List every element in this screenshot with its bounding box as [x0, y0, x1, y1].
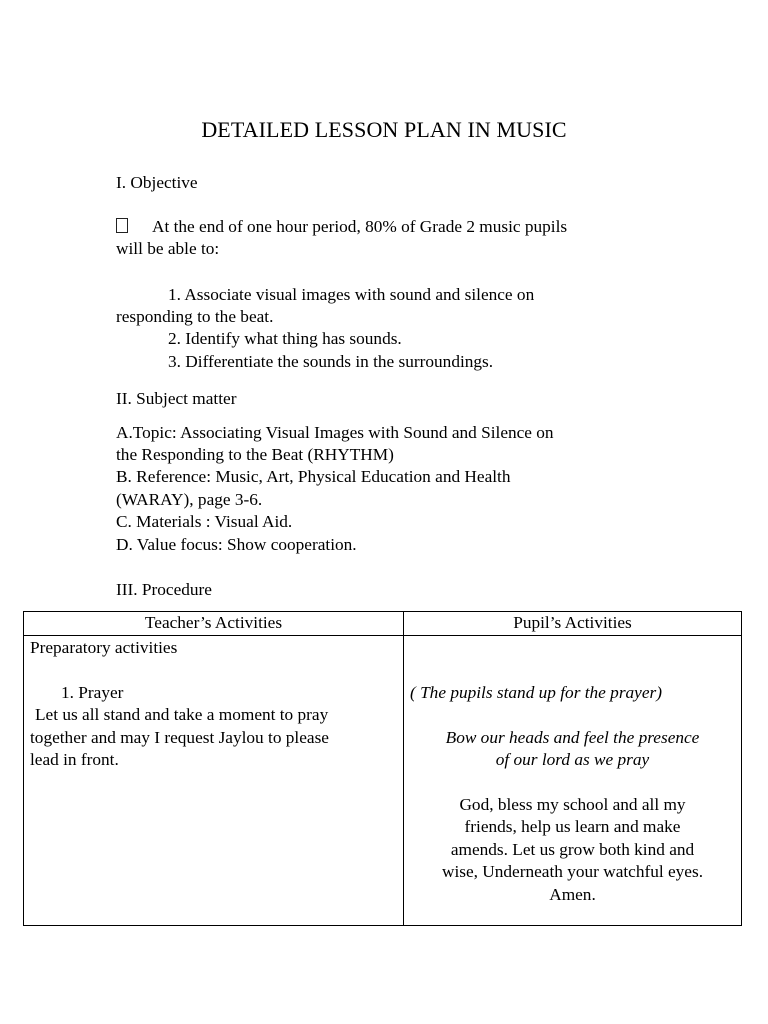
procedure-table	[23, 611, 742, 926]
objective-heading: I. Objective	[116, 173, 198, 192]
prayer-text-line: Amen.	[549, 884, 596, 904]
pupil-stage-direction: ( The pupils stand up for the prayer)	[410, 683, 663, 702]
subject-reference-continuation: (WARAY), page 3-6.	[116, 490, 263, 509]
objective-bullet-text: At the end of one hour period, 80% of Grade 2 music pupils	[152, 217, 568, 236]
subject-value-focus: D. Value focus: Show cooperation.	[116, 535, 357, 554]
document-title: DETAILED LESSON PLAN IN MUSIC	[201, 117, 567, 142]
pupil-response-line: of our lord as we pray	[495, 750, 650, 769]
table-row	[24, 636, 742, 926]
subject-heading: II. Subject matter	[116, 389, 237, 408]
pupil-response-line: Bow our heads and feel the presence	[445, 727, 700, 747]
subject-topic: A.Topic: Associating Visual Images with Sound and Silence on	[116, 423, 554, 442]
pupil-activities-cell	[404, 636, 742, 926]
teacher-activities-cell	[24, 636, 404, 926]
teacher-instruction-line: lead in front.	[30, 750, 119, 769]
prayer-text-line: God, bless my school and all my	[459, 794, 686, 814]
procedure-table-header	[24, 612, 742, 636]
objective-item-2: 2. Identify what thing has sounds.	[168, 329, 402, 348]
preparatory-activities-label: Preparatory activities	[30, 638, 178, 657]
objective-bullet-line	[116, 216, 567, 239]
objective-bullet-continuation: will be able to:	[116, 239, 220, 258]
prayer-text-line: friends, help us learn and make	[464, 817, 681, 836]
objective-item-1-continuation: responding to the beat.	[116, 307, 274, 326]
prayer-text-line: wise, Underneath your watchful eyes.	[441, 862, 704, 881]
pupil-column-header: Pupil’s Activities	[404, 612, 742, 636]
teacher-instruction-line: together and may I request Jaylou to please	[30, 727, 329, 747]
teacher-column-header: Teacher’s Activities	[24, 612, 404, 636]
subject-reference: B. Reference: Music, Art, Physical Education and Health	[116, 467, 511, 486]
subject-topic-continuation: the Responding to the Beat (RHYTHM)	[116, 445, 394, 464]
teacher-instruction-line: Let us all stand and take a moment to pray	[35, 705, 329, 724]
subject-materials: C. Materials : Visual Aid.	[116, 512, 293, 531]
procedure-heading: III. Procedure	[116, 580, 212, 599]
bullet-box-icon	[116, 218, 128, 233]
objective-item-3: 3. Differentiate the sounds in the surroundings.	[168, 352, 494, 371]
prayer-text-line: amends. Let us grow both kind and	[450, 839, 695, 859]
objective-item-1: 1. Associate visual images with sound and silence on	[168, 285, 535, 304]
prayer-label: 1. Prayer	[61, 682, 124, 702]
